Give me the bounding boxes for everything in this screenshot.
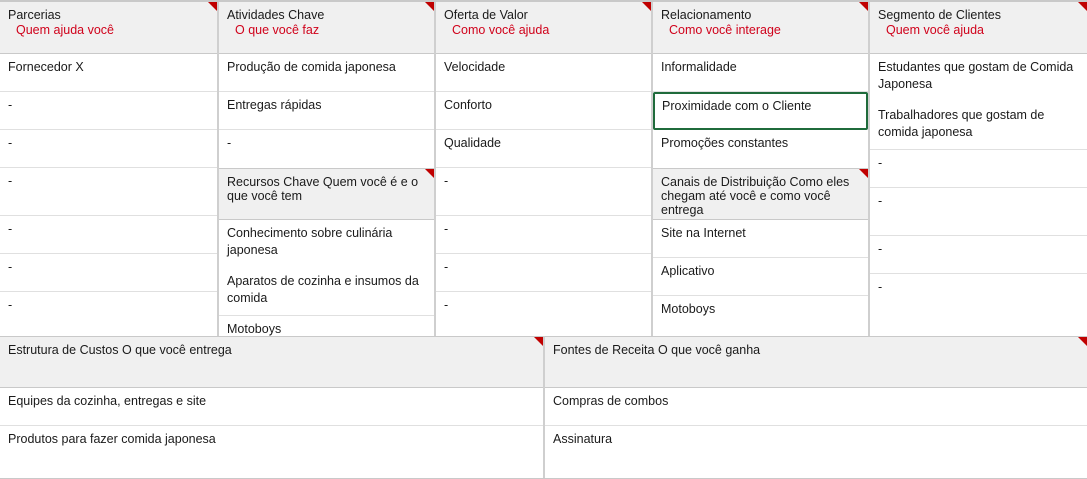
list-item[interactable]: Motoboys [653,296,868,334]
list-item[interactable]: Equipes da cozinha, entregas e site [0,388,543,426]
oferta-de-valor-title: Oferta de Valor [444,8,528,22]
recursos-chave-title: Recursos Chave [227,175,320,189]
list-item[interactable]: - [870,236,1087,274]
estrutura-de-custos-subtitle: O que você entrega [121,343,232,357]
list-item[interactable]: Produtos para fazer comida japonesa [0,426,543,464]
list-item[interactable]: Assinatura [545,426,1087,464]
oferta-de-valor-subtitle: Como você ajuda [452,23,550,37]
list-item[interactable]: - [0,168,217,216]
estrutura-de-custos-header [0,336,543,388]
segmento-de-clientes-subtitle: Quem você ajuda [886,23,984,37]
corner-marker-icon [859,2,868,11]
corner-marker-icon [425,169,434,178]
list-item[interactable]: Produção de comida japonesa [219,54,434,92]
list-item[interactable]: - [0,216,217,254]
list-item[interactable]: - [219,130,434,168]
canais-de-distribuicao-body [653,220,868,334]
list-item[interactable]: - [436,216,651,254]
list-item[interactable]: - [0,292,217,330]
list-item[interactable]: - [870,274,1087,312]
fontes-de-receita-header [545,336,1087,388]
fontes-de-receita-body [545,388,1087,464]
oferta-de-valor-header [436,2,651,54]
segmento-de-clientes-title: Segmento de Clientes [878,8,1001,22]
list-item[interactable]: - [0,130,217,168]
oferta-de-valor-body [436,54,651,330]
parcerias-body [0,54,217,330]
corner-marker-icon [642,2,651,11]
corner-marker-icon [1078,337,1087,346]
atividades-chave-body [219,54,434,168]
parcerias-subtitle: Quem ajuda você [16,23,114,37]
list-item[interactable]: - [436,254,651,292]
canais-de-distribuicao-header [653,168,868,220]
list-item[interactable]: Estudantes que gostam de Comida Japonesa [870,54,1087,102]
list-item[interactable]: Aparatos de cozinha e insumos da comida [219,268,434,316]
list-item[interactable]: Entregas rápidas [219,92,434,130]
list-item[interactable]: - [0,92,217,130]
atividades-chave-subtitle: O que você faz [235,23,320,37]
atividades-chave-title: Atividades Chave [227,8,325,22]
list-item[interactable]: - [436,168,651,216]
relacionamento-body [653,54,868,168]
list-item[interactable]: Informalidade [653,54,868,92]
list-item[interactable]: Compras de combos [545,388,1087,426]
section-estrutura-de-custos [0,336,544,478]
column-relacionamento [652,2,869,336]
parcerias-title: Parcerias [8,8,61,22]
recursos-chave-subtitle: Quem você é e o que você tem [227,175,419,203]
section-fontes-de-receita [544,336,1087,478]
canais-de-distribuicao-title: Canais de Distribuição [661,175,787,189]
relacionamento-subtitle: Como você interage [669,23,781,37]
canais-de-distribuicao-subtitle: Como eles chegam até você e como você entrega [661,175,850,217]
list-item[interactable]: Promoções constantes [653,130,868,168]
column-atividades-chave [218,2,435,336]
list-item-selected[interactable]: Proximidade com o Cliente [653,92,868,130]
corner-marker-icon [425,2,434,11]
recursos-chave-header [219,168,434,220]
atividades-chave-header [219,2,434,54]
recursos-chave-body [219,220,434,354]
list-item[interactable]: - [436,292,651,330]
list-item[interactable]: - [870,150,1087,188]
list-item[interactable]: Trabalhadores que gostam de comida japonesa [870,102,1087,150]
column-parcerias [0,2,218,336]
list-item[interactable]: Qualidade [436,130,651,168]
corner-marker-icon [1078,2,1087,11]
segmento-de-clientes-body [870,54,1087,312]
list-item[interactable]: - [0,254,217,292]
list-item[interactable]: Conforto [436,92,651,130]
fontes-de-receita-subtitle: O que você ganha [657,343,761,357]
list-item[interactable]: Fornecedor X [0,54,217,92]
estrutura-de-custos-title: Estrutura de Custos [8,343,119,357]
list-item[interactable]: Velocidade [436,54,651,92]
corner-marker-icon [859,169,868,178]
fontes-de-receita-title: Fontes de Receita [553,343,655,357]
list-item[interactable]: Site na Internet [653,220,868,258]
column-segmento-de-clientes [869,2,1087,336]
corner-marker-icon [208,2,217,11]
relacionamento-header [653,2,868,54]
list-item[interactable]: Motoboys [219,316,434,354]
segmento-de-clientes-header [870,2,1087,54]
column-oferta-de-valor [435,2,652,336]
relacionamento-title: Relacionamento [661,8,752,22]
corner-marker-icon [534,337,543,346]
list-item[interactable]: Aplicativo [653,258,868,296]
list-item[interactable]: Conhecimento sobre culinária japonesa [219,220,434,268]
list-item[interactable]: - [870,188,1087,236]
parcerias-header [0,2,217,54]
estrutura-de-custos-body [0,388,543,464]
